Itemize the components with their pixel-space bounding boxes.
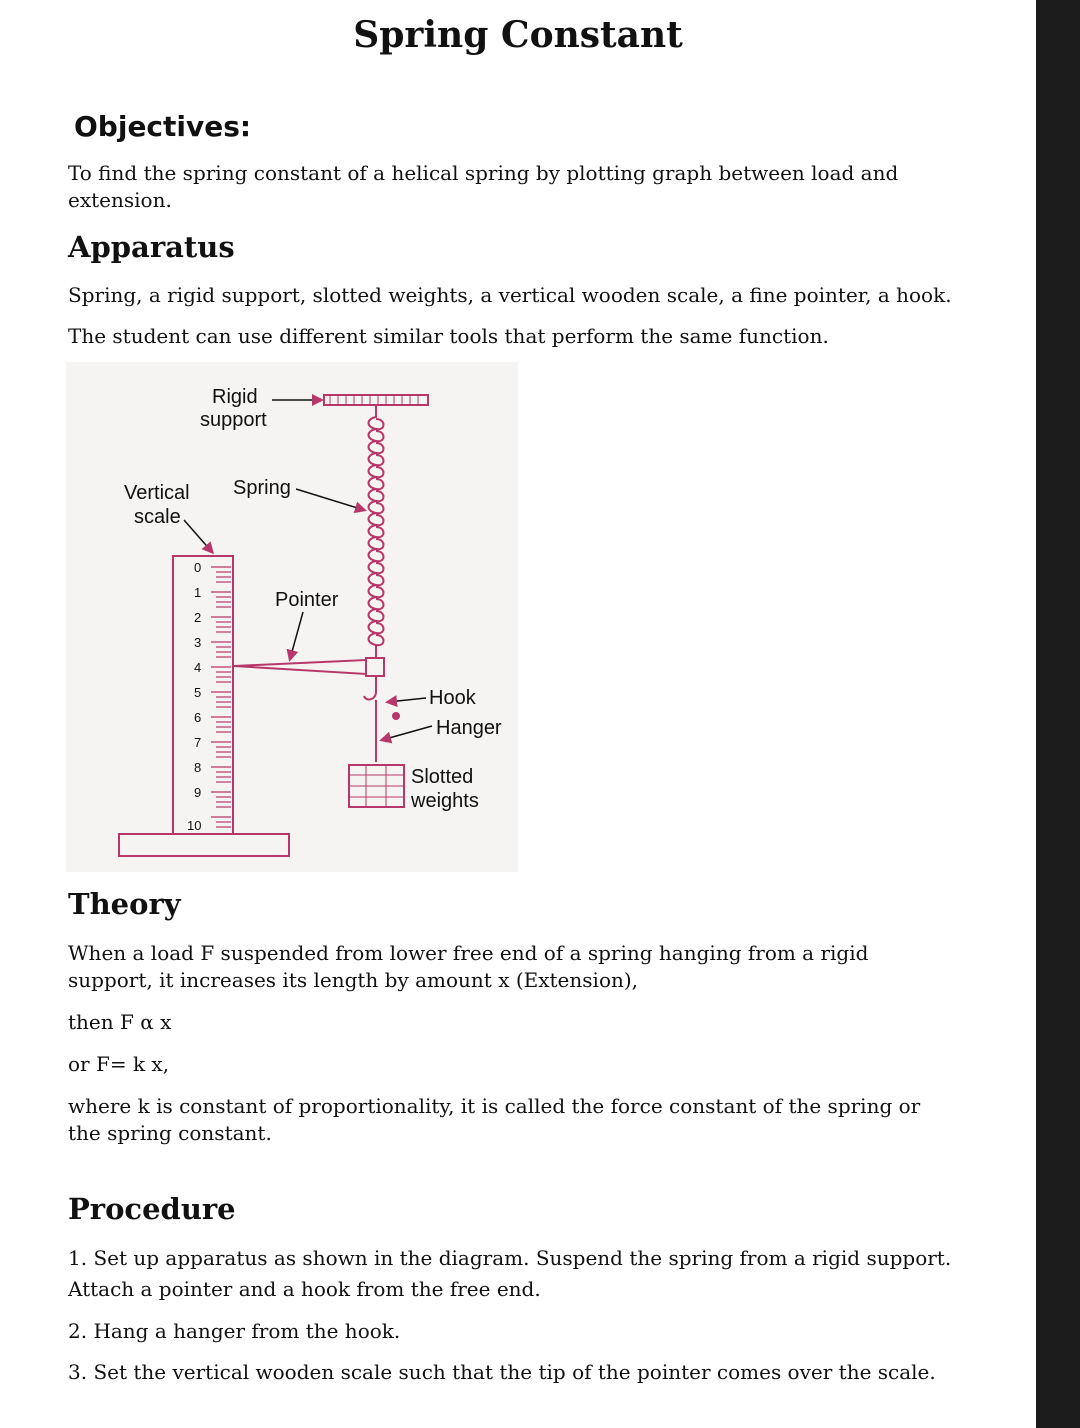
scale-mark: 2: [194, 610, 202, 625]
label-support: support: [200, 409, 267, 431]
diagram-svg: [66, 362, 518, 872]
hanger-arrow: [382, 726, 432, 740]
objectives-text: To find the spring constant of a helical spring by plotting graph between load and extension.: [68, 161, 899, 212]
procedure-step-2: 2. Hang a hanger from the hook.: [68, 1319, 401, 1343]
scale-mark: 10: [187, 818, 202, 833]
scale-mark: 4: [194, 660, 202, 675]
scale-mark: 6: [194, 710, 202, 725]
label-pointer: Pointer: [275, 589, 339, 611]
apparatus-text: Spring, a rigid support, slotted weights, a vertical wooden scale, a fine pointer, a hook.: [68, 283, 952, 307]
pointer-block: [366, 658, 384, 676]
theory-paragraph-2: then F α x: [68, 1010, 172, 1034]
label-spring: Spring: [233, 477, 291, 499]
scale-ticks: [211, 567, 231, 827]
theory-paragraph-1: When a load F suspended from lower free end of a spring hanging from a rigid support, it increases its length by amount x (Extension),: [68, 941, 869, 992]
label-hanger: Hanger: [436, 717, 502, 739]
spring-coil: [369, 405, 384, 658]
label-hook: Hook: [429, 687, 476, 709]
theory-paragraph-4: where k is constant of proportionality, it is called the force constant of the spring or the spring constant.: [68, 1094, 921, 1145]
apparatus-note: The student can use different similar tools that perform the same function.: [68, 324, 829, 348]
label-rigid: Rigid: [212, 386, 258, 408]
scale-mark: 7: [194, 735, 202, 750]
page-title: Spring Constant: [353, 14, 683, 56]
vertical-scale-arrow: [184, 520, 212, 552]
rigid-support-bar: [324, 395, 428, 405]
procedure-heading: Procedure: [68, 1192, 236, 1226]
scale-mark: 0: [194, 560, 202, 575]
label-slotted: Slotted: [411, 766, 474, 788]
apparatus-diagram: [66, 362, 518, 872]
scale-mark: 1: [194, 585, 202, 600]
apparatus-heading: Apparatus: [68, 230, 235, 264]
label-scale: scale: [134, 506, 181, 528]
pointer-arrow: [290, 612, 303, 659]
scale-mark: 9: [194, 785, 202, 800]
theory-paragraph-3: or F= k x,: [68, 1052, 170, 1076]
hook: [364, 676, 376, 699]
label-weights: weights: [411, 790, 479, 812]
procedure-step-1: 1. Set up apparatus as shown in the diagram. Suspend the spring from a rigid support. Attach a pointer and a hook from the free end.: [68, 1246, 952, 1301]
scale-mark: 5: [194, 685, 202, 700]
spring-arrow: [296, 489, 364, 510]
scale-base: [119, 834, 289, 856]
scale-mark: 3: [194, 635, 202, 650]
hanger-knob: [392, 712, 400, 720]
scale-mark: 8: [194, 760, 202, 775]
procedure-step-3: 3. Set the vertical wooden scale such that the tip of the pointer comes over the scale.: [68, 1360, 936, 1384]
hook-arrow: [388, 698, 426, 702]
objectives-heading: Objectives:: [74, 110, 252, 143]
label-vertical: Vertical: [124, 482, 190, 504]
pointer: [234, 660, 366, 674]
dark-edge-panel: [1036, 0, 1080, 1428]
theory-heading: Theory: [68, 887, 181, 921]
